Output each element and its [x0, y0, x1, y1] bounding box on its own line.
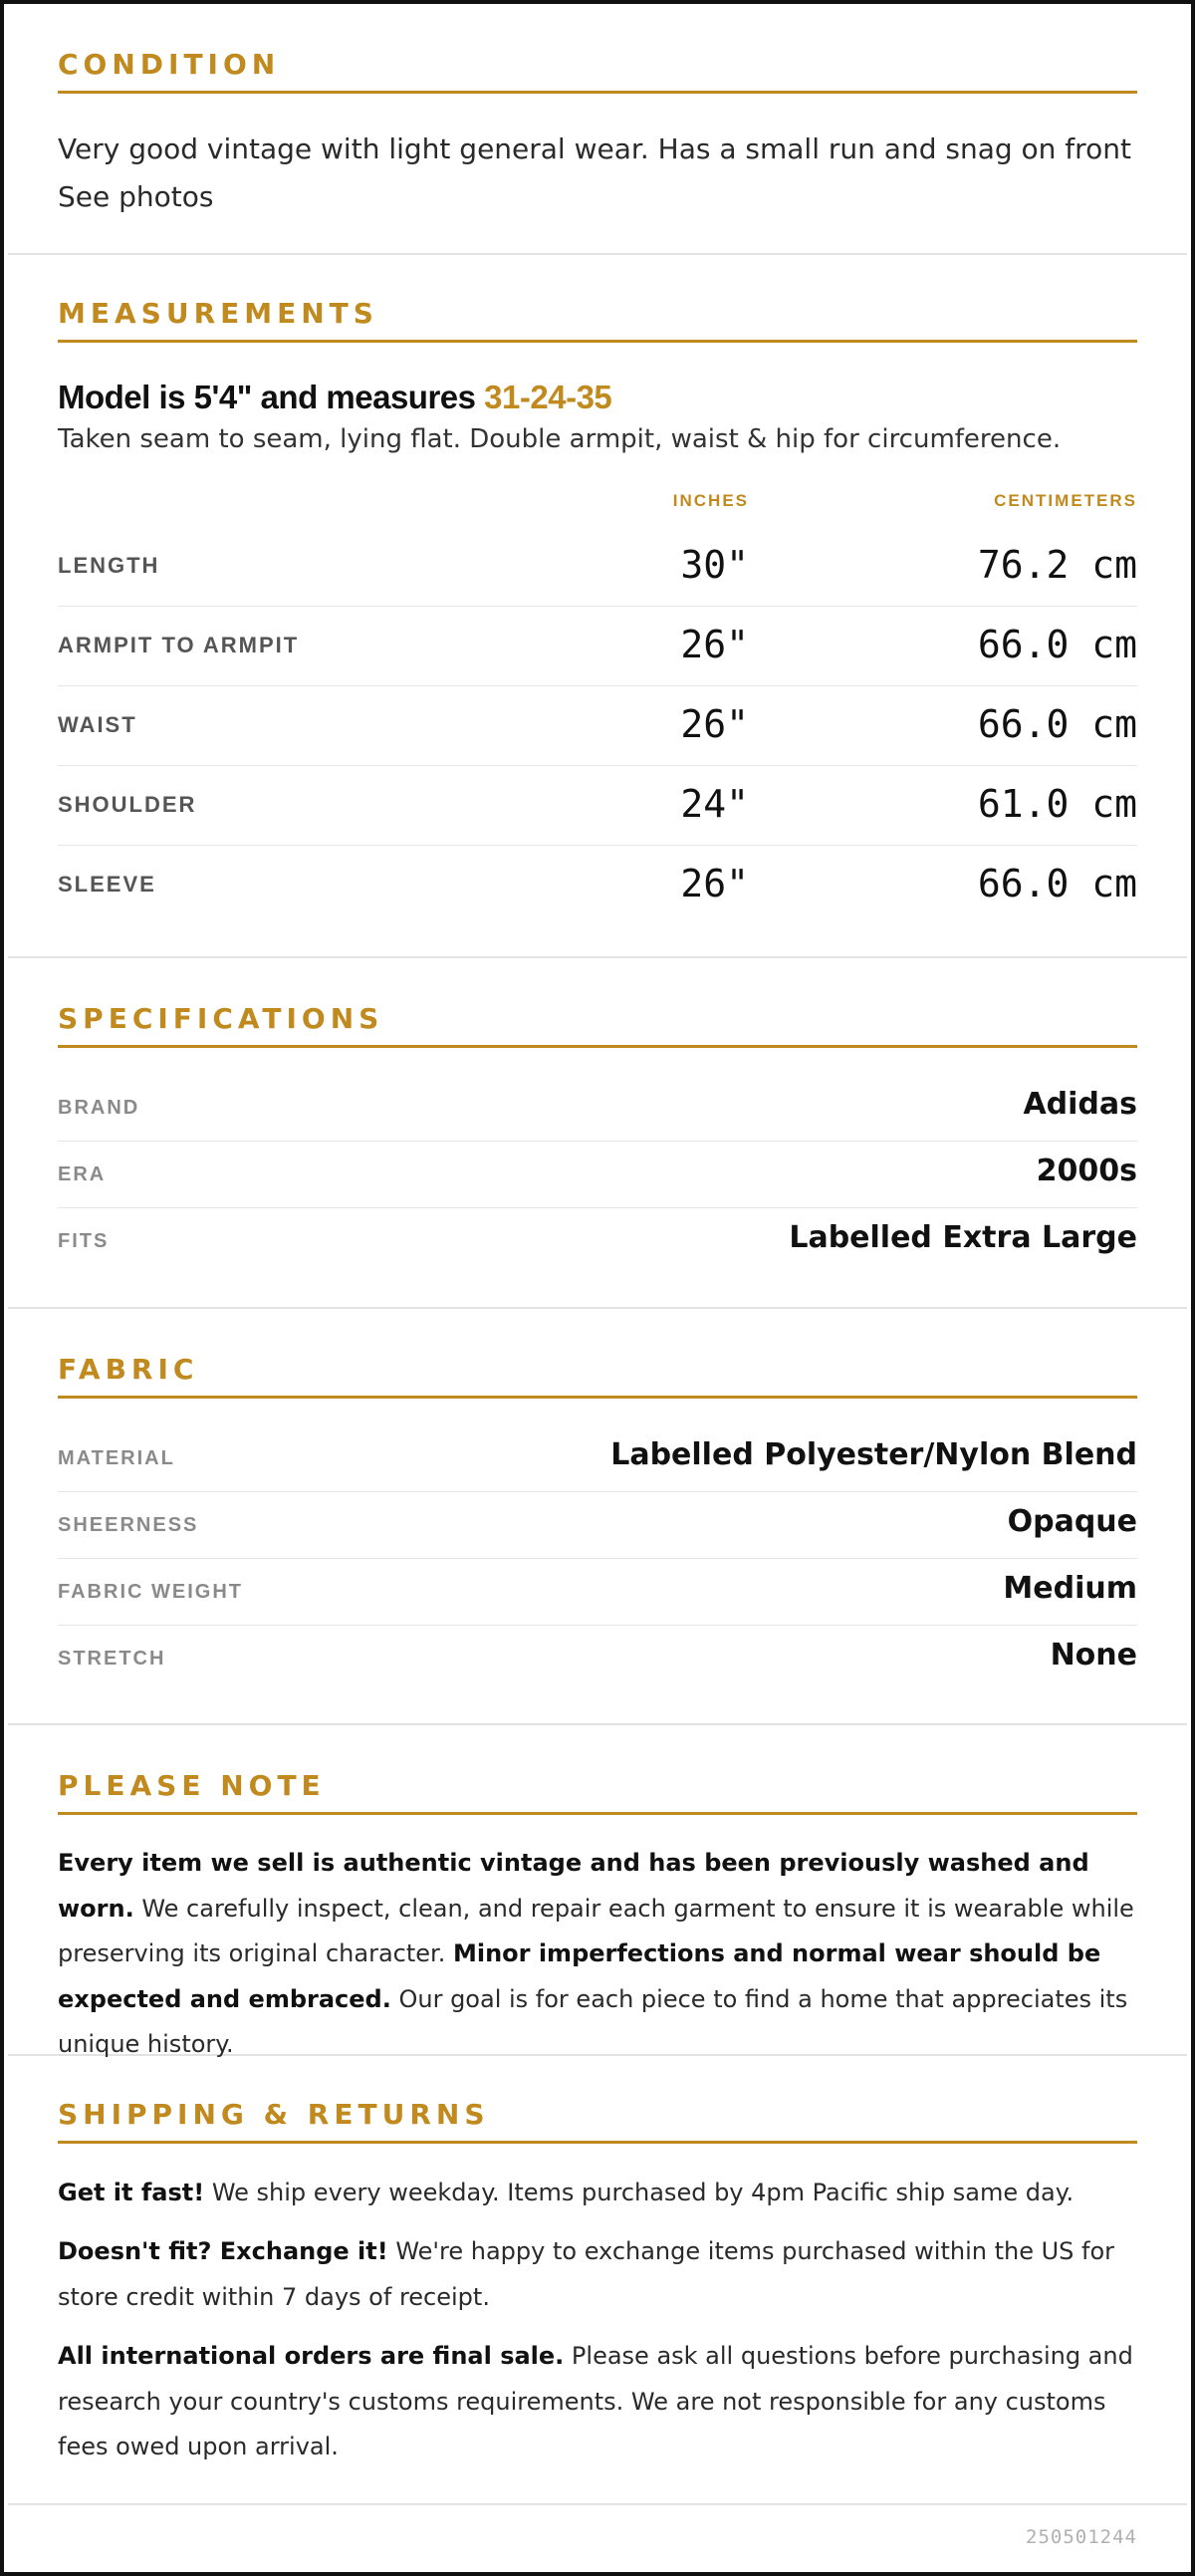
model-measurements: [58, 379, 611, 416]
please-note-section: [8, 1725, 1187, 2056]
international-paragraph: [58, 2334, 1147, 2470]
condition-heading: CONDITION: [58, 48, 1137, 94]
measurement-row: [58, 527, 1137, 607]
fabric-heading: FABRIC: [58, 1353, 1137, 1399]
measurements-heading: MEASUREMENTS: [58, 297, 1137, 343]
sku-number: 250501244: [1026, 2526, 1137, 2548]
spec-value: 2000s: [1036, 1154, 1137, 1188]
measurement-inches: 24": [680, 782, 749, 826]
shipping-fast-bold: Get it fast!: [58, 2179, 205, 2206]
spec-row-fits: [58, 1208, 1137, 1275]
measurement-row: [58, 846, 1137, 925]
measurement-cm: 76.2 cm: [977, 543, 1137, 587]
exchange-bold: Doesn't fit? Exchange it!: [58, 2237, 388, 2265]
spec-row-brand: [58, 1075, 1137, 1142]
note-bold-authentic: Every item we sell is authentic vintage and has been previously washed and worn.: [58, 1849, 1089, 1923]
model-measurements-prefix: Model is 5'4" and measures: [58, 379, 485, 415]
measurement-inches: 26": [680, 702, 749, 746]
measurement-label: SLEEVE: [58, 872, 156, 897]
please-note-text: [58, 1841, 1147, 2068]
condition-section: [8, 4, 1187, 255]
spec-label: ERA: [58, 1163, 107, 1185]
spec-row-era: [58, 1142, 1137, 1208]
fabric-value: None: [1050, 1638, 1137, 1673]
fabric-label: STRETCH: [58, 1648, 166, 1670]
measurement-row: [58, 686, 1137, 766]
fabric-label: SHEERNESS: [58, 1514, 199, 1536]
shipping-fast-text: We ship every weekday. Items purchased by 4pm Pacific ship same day.: [204, 2179, 1075, 2206]
spec-label: BRAND: [58, 1097, 140, 1119]
measurement-label: ARMPIT TO ARMPIT: [58, 633, 300, 657]
note-bold-imperfections: Minor imperfections and normal wear should be expected and embraced.: [58, 1939, 1101, 2013]
fabric-row-stretch: [58, 1626, 1137, 1692]
spec-value: Adidas: [1023, 1087, 1137, 1122]
measurement-row: [58, 766, 1137, 846]
exchange-text: We're happy to exchange items purchased within the US for store credit within 7 days of receipt.: [58, 2237, 1115, 2311]
fabric-value: Opaque: [1007, 1504, 1137, 1539]
measurement-inches: 26": [680, 862, 749, 905]
inches-column-header: INCHES: [672, 491, 749, 510]
measurement-cm: 66.0 cm: [977, 623, 1137, 666]
specifications-section: [8, 958, 1187, 1309]
centimeters-column-header: CENTIMETERS: [994, 491, 1137, 510]
fabric-label: MATERIAL: [58, 1447, 175, 1469]
fabric-value: Labelled Polyester/Nylon Blend: [610, 1437, 1137, 1472]
international-text: Please ask all questions before purchasing and research your country's customs requirements. We are not responsible for any customs fees owed upon arrival.: [58, 2342, 1133, 2460]
fabric-label: FABRIC WEIGHT: [58, 1581, 243, 1603]
shipping-returns-section: [8, 2056, 1187, 2505]
international-bold: All international orders are final sale.: [58, 2342, 565, 2370]
measurement-inches: 30": [680, 543, 749, 587]
measurement-label: SHOULDER: [58, 792, 197, 817]
exchange-paragraph: [58, 2229, 1147, 2320]
spec-label: FITS: [58, 1230, 110, 1252]
fabric-row-material: [58, 1425, 1137, 1492]
shipping-fast-paragraph: [58, 2171, 1147, 2216]
model-measurements-value: 31-24-35: [484, 379, 612, 415]
specifications-heading: SPECIFICATIONS: [58, 1002, 1137, 1048]
please-note-heading: PLEASE NOTE: [58, 1769, 1137, 1815]
fabric-row-weight: [58, 1559, 1137, 1626]
measurement-cm: 66.0 cm: [977, 702, 1137, 746]
fabric-section: [8, 1309, 1187, 1725]
fabric-value: Medium: [1003, 1571, 1137, 1606]
shipping-heading: SHIPPING & RETURNS: [58, 2098, 1137, 2144]
condition-text: Very good vintage with light general wear. Has a small run and snag on front See photos: [58, 132, 1131, 213]
measurement-cm: 61.0 cm: [977, 782, 1137, 826]
measurements-subtitle: Taken seam to seam, lying flat. Double armpit, waist & hip for circumference.: [58, 424, 1062, 454]
measurement-cm: 66.0 cm: [977, 862, 1137, 905]
fabric-row-sheerness: [58, 1492, 1137, 1559]
measurement-label: LENGTH: [58, 553, 160, 578]
measurement-row: [58, 607, 1137, 686]
note-text-inspect: We carefully inspect, clean, and repair each garment to ensure it is wearable while preserving its original character.: [58, 1894, 1134, 1967]
measurement-inches: 26": [680, 623, 749, 666]
measurements-section: [8, 255, 1187, 958]
measurement-label: WAIST: [58, 712, 137, 737]
spec-value: Labelled Extra Large: [789, 1220, 1137, 1255]
note-text-goal: Our goal is for each piece to find a home that appreciates its unique history.: [58, 1984, 1128, 2058]
